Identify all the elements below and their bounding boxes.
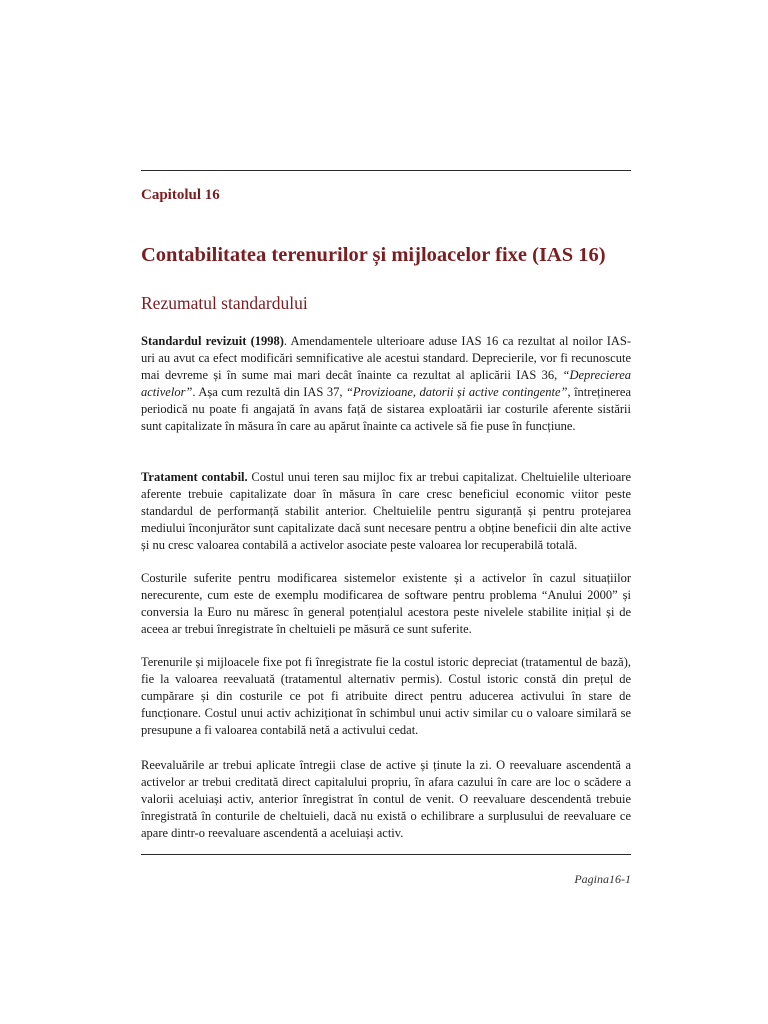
top-rule bbox=[141, 170, 631, 171]
page-number: Pagina16-1 bbox=[574, 872, 631, 886]
bottom-rule bbox=[141, 854, 631, 855]
paragraph-system-modification-costs: Costurile suferite pentru modificarea sistemelor existente și a activelor în cazul situațiilor nerecurente, cum este de exemplu modificarea de software pentru problema “Anului 2000” și conversia la Euro nu măresc în general potențialul acestora peste nivelele stabilite inițial și de aceea ar trebui înregistrate în cheltuieli pe măsură ce sunt suferite. bbox=[141, 571, 631, 636]
standard-reference: “Provizioane, datorii și active contingente” bbox=[345, 385, 568, 399]
paragraph-text: Costul unui teren sau mijloc fix ar trebui capitalizat. Cheltuielile ulterioare aferente trebuie capitalizate doar în măsura în care cresc beneficiul economic viitor peste standardul de performanță stabilit anterior. Cheltuielile pentru siguranță și pentru protejarea mediului înconjurător sunt capitalizate dacă sunt necesare pentru a obține beneficii din alte active și nu cresc valoarea contabilă a activelor asociate peste valoarea lor recuperabilă totală. bbox=[141, 470, 631, 552]
chapter-title: Contabilitatea terenurilor și mijloacelor fixe (IAS 16) bbox=[141, 244, 606, 266]
section-title: Rezumatul standardului bbox=[141, 293, 308, 313]
paragraph-measurement: Terenurile și mijloacele fixe pot fi înregistrate fie la costul istoric depreciat (tratamentul de bază), fie la valoarea reevaluată (tratamentul alternativ permis). Costul istoric constă din prețul de cumpărare și din costurile ce pot fi atribuite direct pentru aducerea activului în stare de funcționare. Costul unui activ achiziționat în schimbul unui activ similar cu o valoare similară se presupune a fi valoarea contabilă netă a activului cedat. bbox=[141, 655, 631, 737]
paragraph-text: . Așa cum rezultă din IAS 37, bbox=[192, 385, 346, 399]
standard-reference: “Deprecierea activelor” bbox=[141, 368, 631, 399]
paragraph-revised-standard bbox=[141, 333, 631, 435]
paragraph-accounting-treatment bbox=[141, 469, 631, 554]
chapter-label: Capitolul 16 bbox=[141, 187, 220, 203]
paragraph-revaluations: Reevaluările ar trebui aplicate întregii clase de active și ținute la zi. O reevaluare ascendentă a activelor ar trebui creditată direct capitalului propriu, în afara cazului în care are loc o scădere a valorii aceluiași activ, anterior înregistrat în contul de venit. O reevaluare descendentă trebuie înregistrată în conturile de cheltuieli, dacă nu există o echilibrare a surplusului de reevaluare ce apare dintr-o reevaluare ascendentă a aceluiași activ. bbox=[141, 758, 631, 840]
paragraph-text: . Amendamentele ulterioare aduse IAS 16 ca rezultat al noilor IAS-uri au avut ca efect modificări semnificative ale acestui standard. Deprecierile, vor fi recunoscute mai devreme și în sume mai mari decât înainte ca rezultat al aplicării IAS 36, bbox=[141, 334, 632, 382]
paragraph-lead: Tratament contabil. bbox=[141, 470, 248, 484]
paragraph-text: , întreținerea periodică nu poate fi angajată în avans față de sistarea exploatării iar costurile aferente sistării sunt capitalizate în măsura în care au apărut înainte ca activele să fie puse în funcțiune. bbox=[141, 385, 631, 433]
paragraph-lead: Standardul revizuit (1998) bbox=[141, 334, 284, 348]
